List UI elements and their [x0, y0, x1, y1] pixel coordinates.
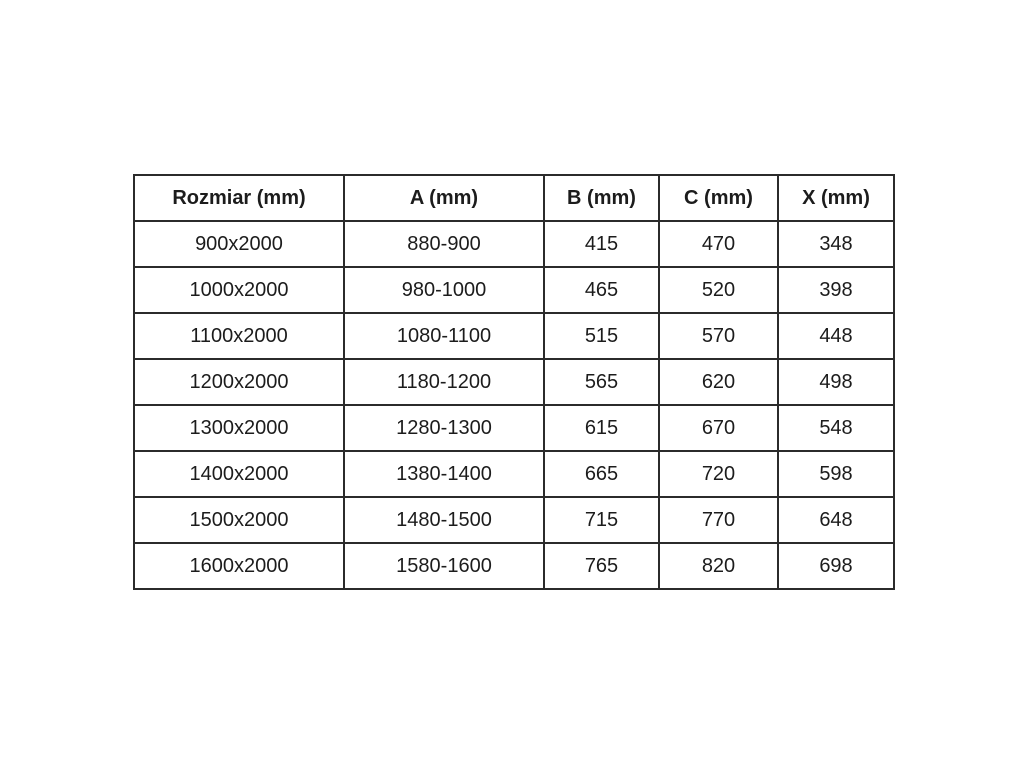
- cell-rozmiar: 1500x2000: [134, 497, 344, 543]
- cell-b: 715: [544, 497, 659, 543]
- cell-rozmiar: 1000x2000: [134, 267, 344, 313]
- cell-rozmiar: 1600x2000: [134, 543, 344, 589]
- cell-c: 470: [659, 221, 778, 267]
- cell-x: 448: [778, 313, 894, 359]
- cell-c: 520: [659, 267, 778, 313]
- table-row: [134, 405, 894, 451]
- column-header-x: X (mm): [778, 175, 894, 221]
- cell-c: 620: [659, 359, 778, 405]
- cell-b: 565: [544, 359, 659, 405]
- cell-b: 515: [544, 313, 659, 359]
- table-row: [134, 221, 894, 267]
- column-header-c: C (mm): [659, 175, 778, 221]
- cell-x: 648: [778, 497, 894, 543]
- cell-rozmiar: 1200x2000: [134, 359, 344, 405]
- cell-b: 465: [544, 267, 659, 313]
- column-header-a: A (mm): [344, 175, 544, 221]
- cell-c: 820: [659, 543, 778, 589]
- cell-rozmiar: 1400x2000: [134, 451, 344, 497]
- cell-b: 765: [544, 543, 659, 589]
- column-header-b: B (mm): [544, 175, 659, 221]
- cell-x: 348: [778, 221, 894, 267]
- cell-a: 1080-1100: [344, 313, 544, 359]
- cell-x: 498: [778, 359, 894, 405]
- size-table-container: [133, 174, 893, 590]
- table-row: [134, 451, 894, 497]
- cell-a: 1580-1600: [344, 543, 544, 589]
- table-row: [134, 267, 894, 313]
- table-row: [134, 359, 894, 405]
- table-row: [134, 543, 894, 589]
- cell-x: 548: [778, 405, 894, 451]
- cell-a: 1280-1300: [344, 405, 544, 451]
- cell-a: 1380-1400: [344, 451, 544, 497]
- column-header-rozmiar: Rozmiar (mm): [134, 175, 344, 221]
- cell-b: 415: [544, 221, 659, 267]
- cell-a: 1480-1500: [344, 497, 544, 543]
- cell-b: 615: [544, 405, 659, 451]
- cell-c: 670: [659, 405, 778, 451]
- cell-rozmiar: 900x2000: [134, 221, 344, 267]
- table-row: [134, 497, 894, 543]
- cell-x: 598: [778, 451, 894, 497]
- cell-b: 665: [544, 451, 659, 497]
- cell-c: 720: [659, 451, 778, 497]
- cell-a: 1180-1200: [344, 359, 544, 405]
- cell-rozmiar: 1300x2000: [134, 405, 344, 451]
- cell-rozmiar: 1100x2000: [134, 313, 344, 359]
- cell-a: 880-900: [344, 221, 544, 267]
- table-row: [134, 313, 894, 359]
- cell-x: 698: [778, 543, 894, 589]
- cell-c: 570: [659, 313, 778, 359]
- header-row: [134, 175, 894, 221]
- size-table: [133, 174, 895, 590]
- cell-c: 770: [659, 497, 778, 543]
- cell-a: 980-1000: [344, 267, 544, 313]
- cell-x: 398: [778, 267, 894, 313]
